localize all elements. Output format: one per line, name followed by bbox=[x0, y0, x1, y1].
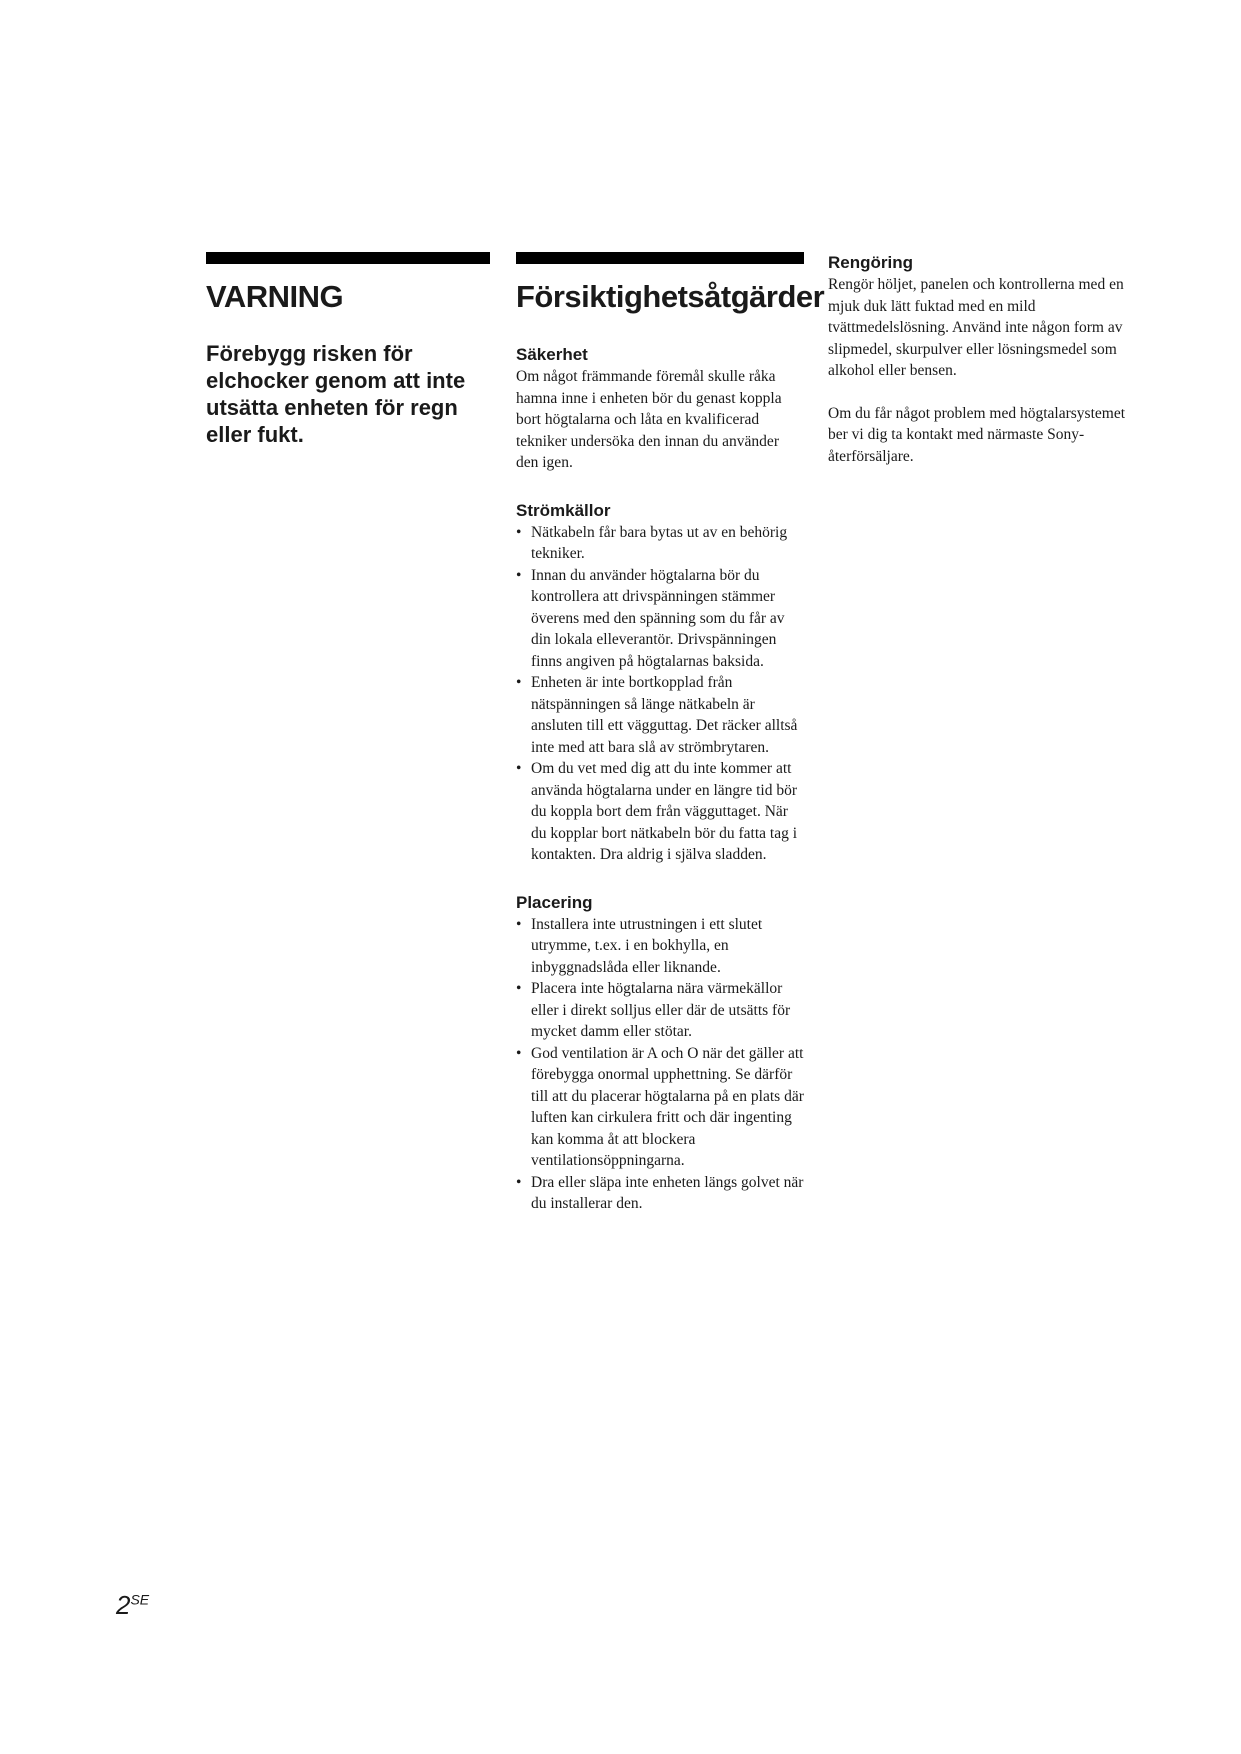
safety-section bbox=[516, 344, 804, 474]
list-item: • God ventilation är A och O när det gäller att förebygga onormal upphettning. Se därför till att du placerar högtalarna på en plats där luften kan cirkulera fritt och där ingenting kan komma åt att blockera ventilationsöppningarna. bbox=[516, 1044, 804, 1170]
cleaning-column bbox=[828, 252, 1128, 467]
precautions-title: Försiktighetsåtgärder bbox=[516, 279, 825, 314]
warning-column bbox=[206, 252, 490, 448]
safety-text: Om något främmande föremål skulle råka hamna inne i enheten bör du genast koppla bort högtalarna och låta en kvalificerad tekniker undersöka den innan du använder den igen. bbox=[516, 368, 782, 472]
precautions-column bbox=[516, 252, 825, 1215]
page-suffix: SE bbox=[130, 1591, 150, 1608]
list-item: • Om du vet med dig att du inte kommer att använda högtalarna under en längre tid bör du koppla bort dem från vägguttaget. När du kopplar bort nätkabeln bör du fatta tag i kontakten. Dra aldrig i själva sladden. bbox=[516, 760, 798, 864]
list-item: • Dra eller släpa inte enheten längs golvet när du installerar den. bbox=[516, 1173, 804, 1213]
placement-list bbox=[516, 914, 804, 1215]
list-item: • Innan du använder högtalarna bör du kontrollera att drivspänningen stämmer överens med den spänning som du får av din lokala elleverantör. Drivspänningen finns angiven på högtalarnas baksida. bbox=[516, 566, 785, 670]
cleaning-title: Rengöring bbox=[828, 253, 913, 272]
warning-text: Förebygg risken för elchocker genom att inte utsätta enheten för regn eller fukt. bbox=[206, 341, 466, 448]
safety-title: Säkerhet bbox=[516, 345, 588, 365]
placement-title: Placering bbox=[516, 892, 593, 912]
warning-title: VARNING bbox=[206, 279, 344, 314]
page-number: $2^{SE}$ bbox=[116, 1590, 150, 1620]
list-item: • Enheten är inte bortkopplad från nätspänningen så länge nätkabeln är ansluten till ett vägguttag. Det räcker alltså inte med att bara slå av strömbrytaren. bbox=[516, 674, 798, 756]
power-section bbox=[516, 500, 804, 866]
support-text: Om du får något problem med högtalarsystemet ber vi dig ta kontakt med närmaste Sony-återförsäljare. bbox=[828, 404, 1126, 465]
list-item: • Nätkabeln får bara bytas ut av en behörig tekniker. bbox=[516, 523, 788, 563]
cleaning-text: Rengör höljet, panelen och kontrollerna med en mjuk duk lätt fuktad med en mild tvättmedelslösning. Använd inte någon form av slipmedel, skurpulver eller lösningsmedel som alkohol eller bensen. bbox=[828, 276, 1124, 379]
placement-section bbox=[516, 892, 804, 1215]
list-item: • Placera inte högtalarna nära värmekällor eller i direkt solljus eller där de utsätts för mycket damm eller stötar. bbox=[516, 980, 791, 1041]
power-title: Strömkällor bbox=[516, 500, 611, 520]
power-list bbox=[516, 522, 804, 866]
section-rule bbox=[516, 252, 804, 264]
section-rule bbox=[206, 252, 490, 264]
list-item: • Installera inte utrustningen i ett slutet utrymme, t.ex. i en bokhylla, en inbyggnadslåda eller liknande. bbox=[516, 915, 763, 976]
